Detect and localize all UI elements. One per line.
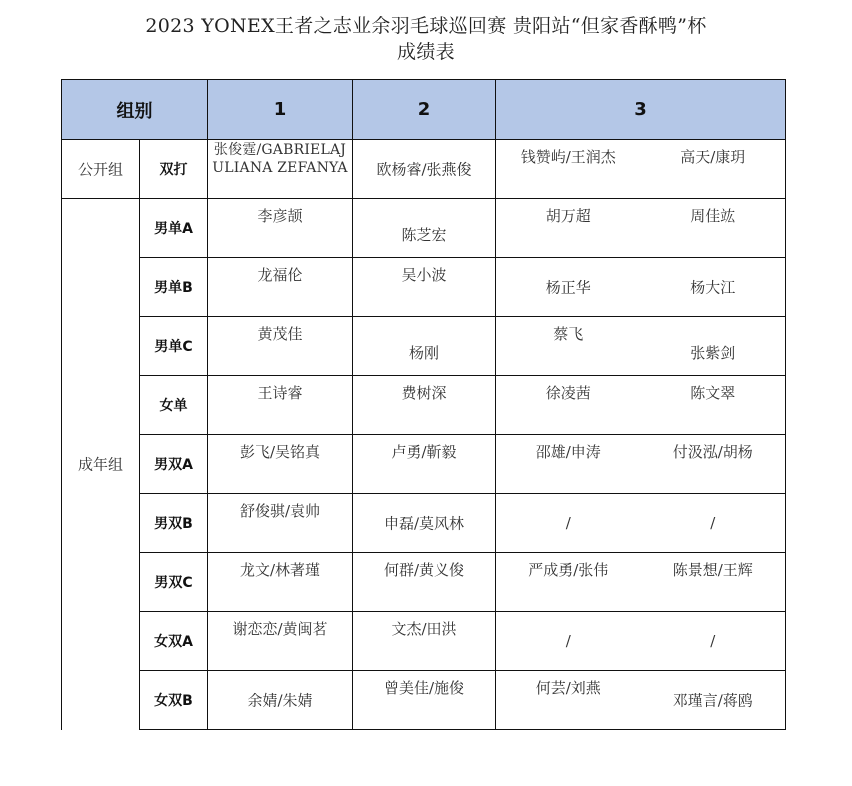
event-label: 男单B [154, 280, 193, 296]
event-label: 男双A [154, 457, 193, 473]
second-place-name: 陈芝宏 [401, 226, 447, 244]
first-place-cell [208, 435, 353, 494]
second-place-cell [353, 494, 496, 553]
table-header-row [62, 80, 786, 140]
event-label: 男单C [154, 339, 193, 355]
third-place-name-a: 邵雄/申涛 [535, 443, 601, 461]
event-cell [140, 671, 208, 730]
document-title: 2023 YONEX王者之志业余羽毛球巡回赛 贵阳站“但家香酥鸭”杯 [145, 15, 707, 37]
table-row [62, 553, 786, 612]
third-place-cell-b [641, 258, 786, 317]
third-place-cell-a [496, 671, 641, 730]
first-place-name: 谢恋恋/黄闽茗 [232, 620, 328, 638]
third-place-cell-b [641, 553, 786, 612]
event-label: 女双A [154, 634, 193, 650]
third-place-name-b: 陈景想/王辉 [672, 561, 753, 579]
first-place-cell [208, 671, 353, 730]
third-place-cell-a [496, 553, 641, 612]
third-place-cell-b [641, 435, 786, 494]
group-label: 成年组 [77, 455, 123, 474]
event-cell [140, 140, 208, 199]
third-place-cell-b [641, 317, 786, 376]
third-place-cell-a [496, 258, 641, 317]
first-place-name: 龙文/林著瑾 [239, 561, 321, 579]
table-row [62, 612, 786, 671]
second-place-cell [353, 376, 496, 435]
header-first-place: 1 [208, 80, 353, 140]
second-place-cell [353, 671, 496, 730]
event-label: 女单 [159, 398, 188, 414]
third-place-cell-a [496, 199, 641, 258]
third-place-cell-b [641, 612, 786, 671]
event-cell [140, 376, 208, 435]
third-place-cell-b [641, 671, 786, 730]
third-place-name-b: 邓瑾言/蒋鸥 [672, 691, 753, 710]
first-place-cell [208, 612, 353, 671]
second-place-name: 卢勇/靳毅 [391, 443, 457, 461]
first-place-name: 王诗睿 [257, 384, 303, 402]
third-place-name-b: / [710, 514, 716, 532]
third-place-name-a: 何芸/刘燕 [535, 679, 601, 697]
first-place-name: 彭飞/吴铭真 [239, 443, 321, 461]
table-row [62, 376, 786, 435]
first-place-cell [208, 140, 353, 199]
first-place-name: 舒俊骐/袁帅 [239, 502, 321, 520]
first-place-cell [208, 317, 353, 376]
third-place-name-b: 陈文翠 [690, 384, 736, 402]
event-label: 男双C [154, 575, 193, 591]
second-place-name: 曾美佳/施俊 [383, 679, 465, 697]
third-place-name-b: 杨大江 [690, 278, 736, 297]
second-place-cell [353, 435, 496, 494]
second-place-name: 欧杨睿/张燕俊 [376, 160, 472, 179]
third-place-name-b: 周佳竑 [690, 207, 736, 225]
third-place-cell-b [641, 140, 786, 199]
event-cell [140, 435, 208, 494]
third-place-name-a: 严成勇/张伟 [528, 561, 609, 579]
first-place-name: 黄茂佳 [257, 325, 303, 343]
event-label: 男单A [154, 221, 193, 237]
second-place-cell [353, 553, 496, 612]
table-row [62, 140, 786, 199]
table-row [62, 671, 786, 730]
group-adult [62, 199, 140, 730]
event-cell [140, 612, 208, 671]
third-place-cell-b [641, 494, 786, 553]
first-place-cell [208, 376, 353, 435]
event-cell [140, 258, 208, 317]
third-place-cell-a [496, 494, 641, 553]
event-cell [140, 553, 208, 612]
second-place-name: 费树深 [401, 384, 447, 402]
third-place-cell-b [641, 199, 786, 258]
first-place-cell [208, 494, 353, 553]
header-second-place: 2 [353, 80, 496, 140]
table-row [62, 199, 786, 258]
first-place-cell [208, 553, 353, 612]
third-place-name-b: 张紫剑 [690, 344, 736, 362]
event-cell [140, 494, 208, 553]
third-place-name-a: / [565, 514, 571, 532]
third-place-cell-a [496, 376, 641, 435]
third-place-cell-a [496, 612, 641, 671]
table-row [62, 494, 786, 553]
second-place-cell [353, 258, 496, 317]
first-place-cell [208, 199, 353, 258]
third-place-cell-a [496, 317, 641, 376]
third-place-name-a: 钱赞屿/王润杰 [520, 148, 616, 166]
second-place-name: 文杰/田洪 [391, 620, 457, 638]
second-place-name: 何群/黄义俊 [383, 561, 465, 579]
event-cell [140, 199, 208, 258]
first-place-name: 张俊霆/GABRIELAJULIANA ZEFANYA [212, 142, 348, 176]
event-label: 女双B [154, 693, 193, 709]
event-cell [140, 317, 208, 376]
first-place-name: 龙福伦 [257, 266, 303, 284]
table-row [62, 317, 786, 376]
third-place-name-a: 杨正华 [545, 278, 591, 297]
group-public [62, 140, 140, 199]
third-place-name-a: / [565, 632, 571, 650]
document-subtitle: 成绩表 [397, 41, 455, 63]
second-place-cell [353, 199, 496, 258]
first-place-cell [208, 258, 353, 317]
second-place-cell [353, 140, 496, 199]
header-group: 组别 [62, 80, 208, 140]
table-row [62, 258, 786, 317]
second-place-name: 杨刚 [408, 344, 439, 362]
third-place-cell-a [496, 140, 641, 199]
first-place-name: 余婧/朱婧 [247, 691, 313, 710]
third-place-name-a: 胡万超 [545, 207, 591, 225]
table-row [62, 435, 786, 494]
third-place-name-b: / [710, 632, 716, 650]
third-place-cell-b [641, 376, 786, 435]
results-table [61, 79, 786, 730]
first-place-name: 李彦颉 [257, 207, 303, 225]
group-label: 公开组 [77, 160, 123, 179]
second-place-name: 申磊/莫风林 [383, 514, 465, 533]
third-place-name-a: 徐凌茜 [545, 384, 591, 402]
header-third-place: 3 [496, 80, 786, 140]
event-label: 男双B [154, 516, 193, 532]
event-label: 双打 [159, 162, 188, 178]
third-place-name-b: 付汲泓/胡杨 [672, 443, 753, 461]
third-place-cell-a [496, 435, 641, 494]
second-place-name: 吴小波 [401, 266, 447, 284]
second-place-cell [353, 317, 496, 376]
third-place-name-a: 蔡飞 [553, 325, 584, 343]
second-place-cell [353, 612, 496, 671]
third-place-name-b: 高天/康玥 [680, 148, 746, 166]
